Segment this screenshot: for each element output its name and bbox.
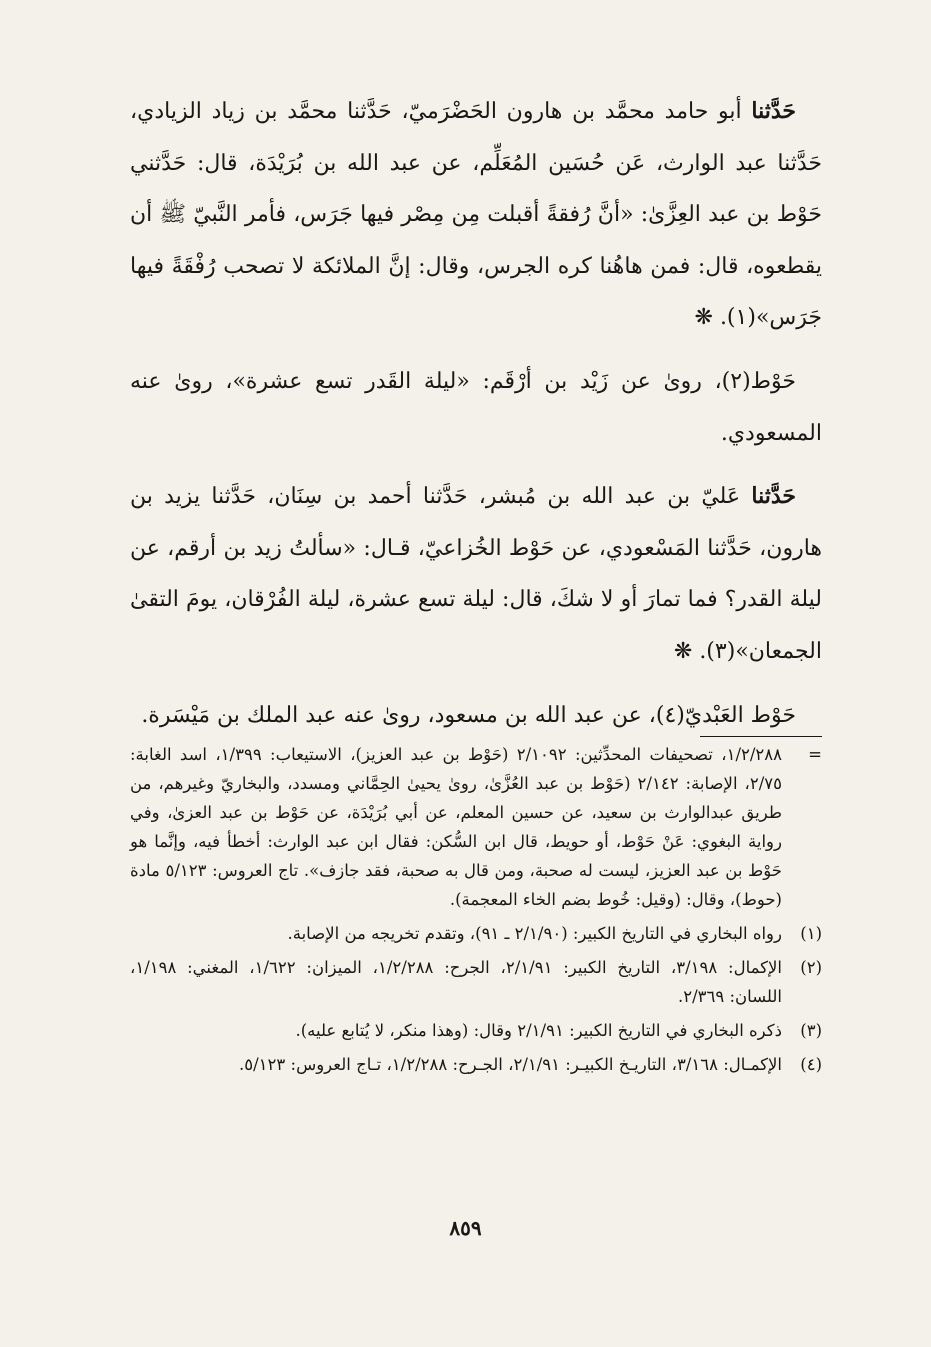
footnote-4 bbox=[130, 1050, 822, 1079]
main-text bbox=[130, 86, 822, 753]
footnote-text: رواه البخاري في التاريخ الكبير: (٢/١/٩٠ ـ ٩١)، وتقدم تخريجه من الإصابة. bbox=[287, 924, 782, 943]
paragraph-body: حَوْط العَبْديّ(٤)، عن عبد الله بن مسعود، روىٰ عنه عبد الملك بن مَيْسَرة. bbox=[141, 702, 796, 728]
footnote-marker: (١) bbox=[800, 924, 822, 943]
paragraph-hadith-qadr bbox=[130, 471, 822, 677]
paragraph-hadith-bell bbox=[130, 86, 822, 344]
paragraph-hawt-abdi-entry bbox=[130, 690, 822, 742]
footnote-text: ١/٢/٢٨٨، تصحيفات المحدِّثين: ٢/١٠٩٢ (حَوْط بن عبد العزيز)، الاستيعاب: ١/٣٩٩، اسد الغابة: ٢/٧٥، الإصابة: ٢/١٤٢ (حَوْط بن عبد العُزَّىٰ، روىٰ يحيىٰ الحِمَّاني ومسدد، والبخاريّ وغيرهم، من طريق عبدالوارث بن سعيد، عن حسين المعلم، عن أبي بُرَيْدَة، عن حَوْط بن عبد العزىٰ، وفي رواية البغوي: عَنْ حَوْط، أو حويط، قال ابن السُّكن: فقال ابن عبد الوارث: أخطأ فيه، وإنَّما هو حَوْط بن عبد العزيز، ليست له صحبة، ومن قال به صحبة، فقد جازف». تاج العروس: ٥/١٢٣ مادة (حوط)، وقال: (وقيل: خُوط بضم الخاء المعجمة). bbox=[130, 745, 783, 909]
footnote-text: الإكمال: ٣/١٩٨، التاريخ الكبير: ٢/١/٩١، الجرح: ١/٢/٢٨٨، الميزان: ١/٦٢٢، المغني: ١/١٩٨، اللسان: ٢/٣٦٩. bbox=[130, 958, 782, 1006]
footnote-marker: = bbox=[808, 745, 822, 764]
paragraph-lead: حَدَّثنا bbox=[751, 98, 796, 124]
footnote-3 bbox=[130, 1016, 822, 1045]
footnote-continued bbox=[130, 740, 822, 914]
page-number: ٨٥٩ bbox=[449, 1216, 482, 1240]
paragraph-body: عَليّ بن عبد الله بن مُبشر، حَدَّثنا أحمد بن سِنَان، حَدَّثنا يزيد بن هارون، حَدَّثنا المَسْعودي، عن حَوْط الخُزاعيّ، قـال: «سألتُ زيد بن أرقم، عن ليلة القدر؟ فما تمارَ أو لا شكَ، قال: ليلة تسع عشرة، ليلة الفُرْقان، يومَ التقىٰ الجمعان»(٣). ❋ bbox=[130, 484, 822, 664]
footnote-separator bbox=[700, 736, 822, 737]
paragraph-hawt-entry bbox=[130, 356, 822, 459]
footnote-text: الإكمـال: ٣/١٦٨، التاريـخ الكبيـر: ٢/١/٩١، الجـرح: ١/٢/٢٨٨، تـاج العروس: ٥/١٢٣. bbox=[239, 1055, 782, 1074]
footnotes bbox=[130, 740, 822, 1084]
paragraph-body: أبو حامد محمَّد بن هارون الحَضْرَميّ، حَدَّثنا محمَّد بن زياد الزيادي، حَدَّثنا عبد الوارث، عَن حُسَين المُعَلِّم، عن عبد الله بن بُرَيْدَة، قال: حَدَّثني حَوْط بن عبد العِزَّىٰ: «أنَّ رُفقةً أقبلت مِن مِصْر فيها جَرَس، فأمر النَّبيّ ﷺ أن يقطعوه، قال: فمن هاهُنا كره الجرس، وقال: إنَّ الملائكة لا تصحب رُفْقَةً فيها جَرَس»(١). ❋ bbox=[130, 99, 822, 331]
footnote-text: ذكره البخاري في التاريخ الكبير: ٢/١/٩١ وقال: (وهذا منكر، لا يُتابع عليه). bbox=[295, 1021, 782, 1040]
footnote-1 bbox=[130, 919, 822, 948]
footnote-2 bbox=[130, 953, 822, 1011]
footnote-marker: (٢) bbox=[800, 958, 822, 977]
footnote-marker: (٣) bbox=[800, 1021, 822, 1040]
paragraph-lead: حَدَّثنا bbox=[751, 483, 796, 510]
paragraph-body: حَوْط(٢)، روىٰ عن زَيْد بن أرْقَم: «ليلة القَدر تسع عشرة»، روىٰ عنه المسعودي. bbox=[130, 368, 822, 446]
footnote-marker: (٤) bbox=[800, 1055, 822, 1074]
